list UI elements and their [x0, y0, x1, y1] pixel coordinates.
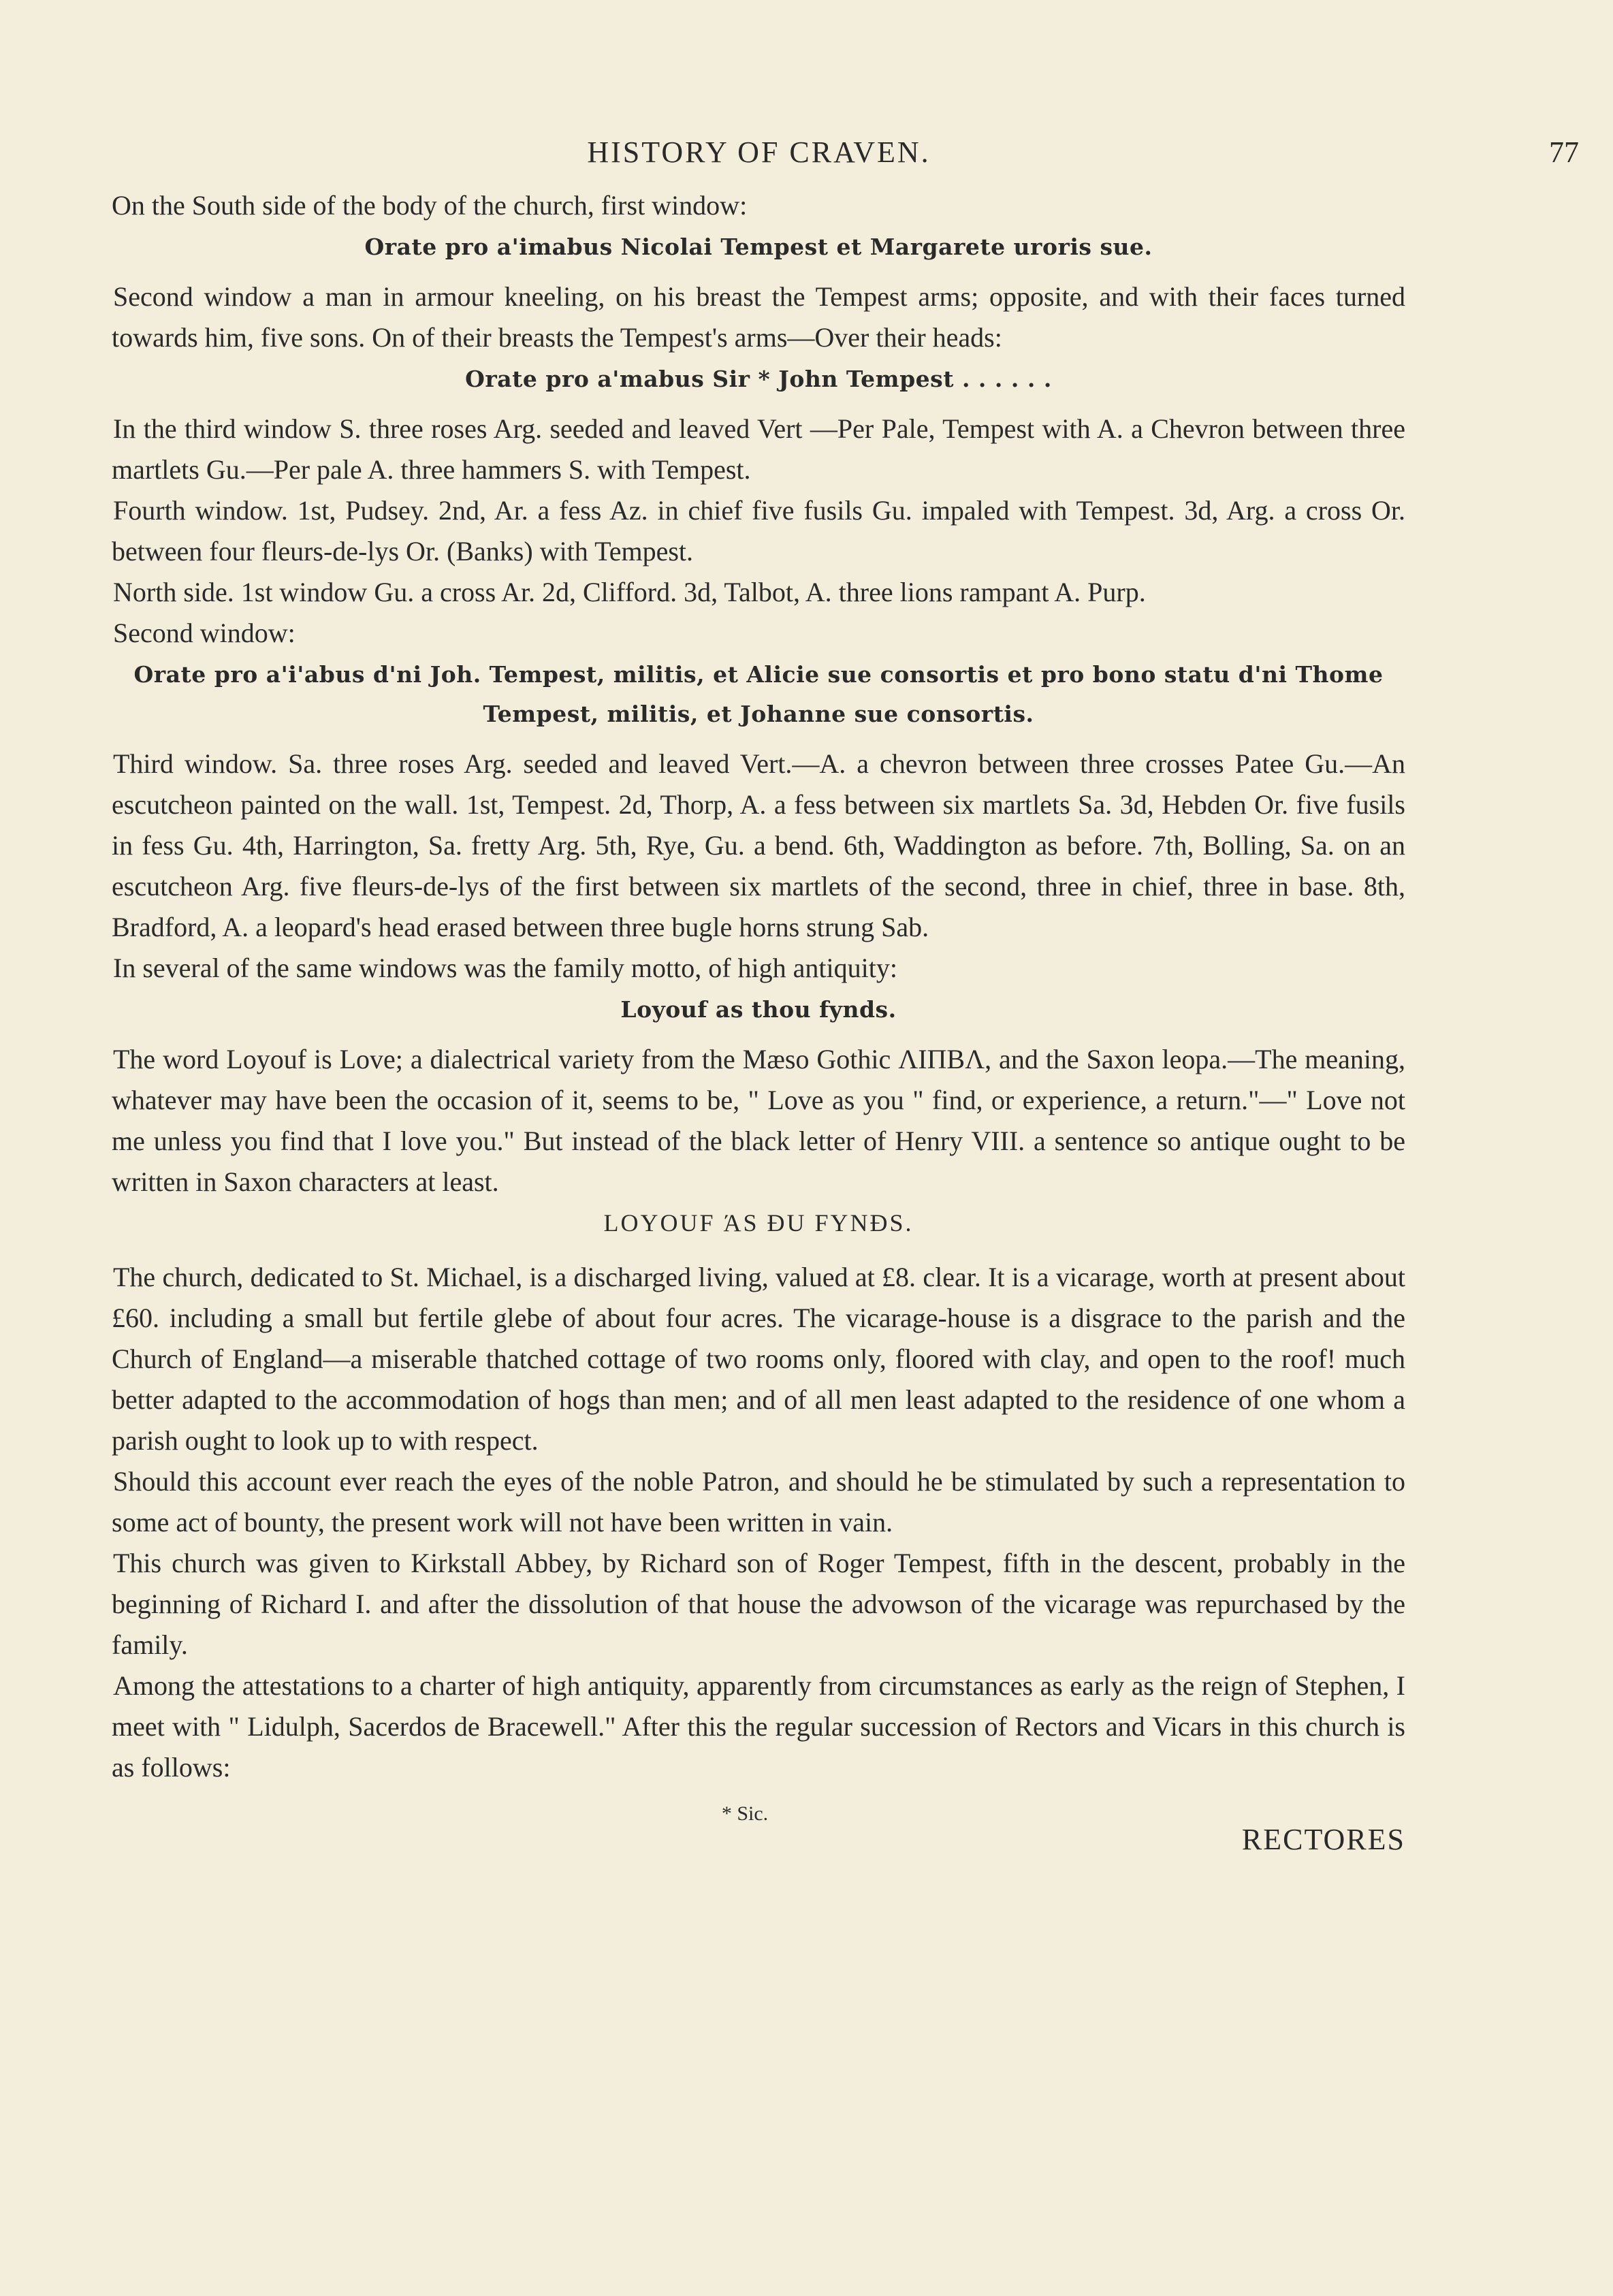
- running-title: HISTORY OF CRAVEN.: [587, 135, 931, 169]
- catchword: RECTORES: [1241, 1823, 1405, 1856]
- paragraph: Second window a man in armour kneeling, on his breast the Tempest arms; opposite, and with their faces turned towards him, five sons. On of their breasts the Tempest's arms—Over their heads:: [112, 281, 1405, 353]
- paragraph: Should this account ever reach the eyes of the noble Patron, and should he be stimulated by such a representation to some act of bounty, the present work will not have been written in vain.: [112, 1466, 1405, 1537]
- page-number: 77: [1549, 135, 1579, 169]
- paragraph: Among the attestations to a charter of high antiquity, apparently from circumstances as early as the reign of Stephen, I meet with " Lidulph, Sacerdos de Bracewell." After this the regular succession of Rectors and Vicars in this church is as follows:: [112, 1670, 1405, 1783]
- paragraph: North side. 1st window Gu. a cross Ar. 2d, Clifford. 3d, Talbot, A. three lions rampant A. Purp.: [113, 577, 1146, 607]
- paragraph: The word Loyouf is Love; a dialectrical variety from the Mæso Gothic ΛΙΠΒΛ, and the Saxon leopa.—The meaning, whatever may have been the occasion of it, seems to be, " Love as you " find, or experience, a return."—" Love not me unless you find that I love you." But instead of the black letter of Henry VIII. a sentence so antique ought to be written in Saxon characters at least.: [112, 1044, 1406, 1197]
- black-letter-inscription: Orate pro a'i'abus d'ni Joh. Tempest, militis, et Alicie sue consortis et pro bono statu d'ni Thome Tempest, militis, et Johanne sue consortis.: [133, 661, 1384, 727]
- paragraph: In the third window S. three roses Arg. seeded and leaved Vert —Per Pale, Tempest with A. a Chevron between three martlets Gu.—Per pale A. three hammers S. with Tempest.: [112, 413, 1405, 485]
- page-header: [116, 135, 1579, 176]
- paragraph: In several of the same windows was the family motto, of high antiquity:: [113, 953, 897, 983]
- paragraph: Second window:: [113, 618, 296, 648]
- black-letter-inscription: Orate pro a'mabus Sir * John Tempest . . . . . .: [465, 366, 1052, 392]
- black-letter-inscription: Loyouf as thou fynds.: [620, 996, 897, 1023]
- page-body: [112, 185, 1405, 1860]
- saxon-motto-line: LOYOUF ΆS ÐU FYNÐS.: [603, 1209, 914, 1237]
- paragraph: Fourth window. 1st, Pudsey. 2nd, Ar. a fess Az. in chief five fusils Gu. impaled with Tempest. 3d, Arg. a cross Or. between four fleurs-de-lys Or. (Banks) with Tempest.: [112, 495, 1405, 567]
- footnote: * Sic.: [721, 1802, 769, 1825]
- paragraph: The church, dedicated to St. Michael, is a discharged living, valued at £8. clear. It is a vicarage, worth at present about £60. including a small but fertile glebe of about four acres. The vicarage-house is a disgrace to the parish and the Church of England—a miserable thatched cottage of two rooms only, floored with clay, and open to the roof! much better adapted to the accommodation of hogs than men; and of all men least adapted to the residence of one whom a parish ought to look up to with respect.: [112, 1262, 1405, 1456]
- paragraph: On the South side of the body of the church, first window:: [112, 190, 748, 221]
- black-letter-inscription: Orate pro a'imabus Nicolai Tempest et Margarete uroris sue.: [364, 234, 1153, 260]
- paragraph: This church was given to Kirkstall Abbey, by Richard son of Roger Tempest, fifth in the descent, probably in the beginning of Richard I. and after the dissolution of that house the advowson of the vicarage was repurchased by the family.: [112, 1548, 1405, 1660]
- paragraph: Third window. Sa. three roses Arg. seeded and leaved Vert.—A. a chevron between three crosses Patee Gu.—An escutcheon painted on the wall. 1st, Tempest. 2d, Thorp, A. a fess between six martlets Sa. 3d, Hebden Or. five fusils in fess Gu. 4th, Harrington, Sa. fretty Arg. 5th, Rye, Gu. a bend. 6th, Waddington as before. 7th, Bolling, Sa. on an escutcheon Arg. five fleurs-de-lys of the first between six martlets of the second, three in chief, three in base. 8th, Bradford, A. a leopard's head erased between three bugle horns strung Sab.: [112, 748, 1405, 942]
